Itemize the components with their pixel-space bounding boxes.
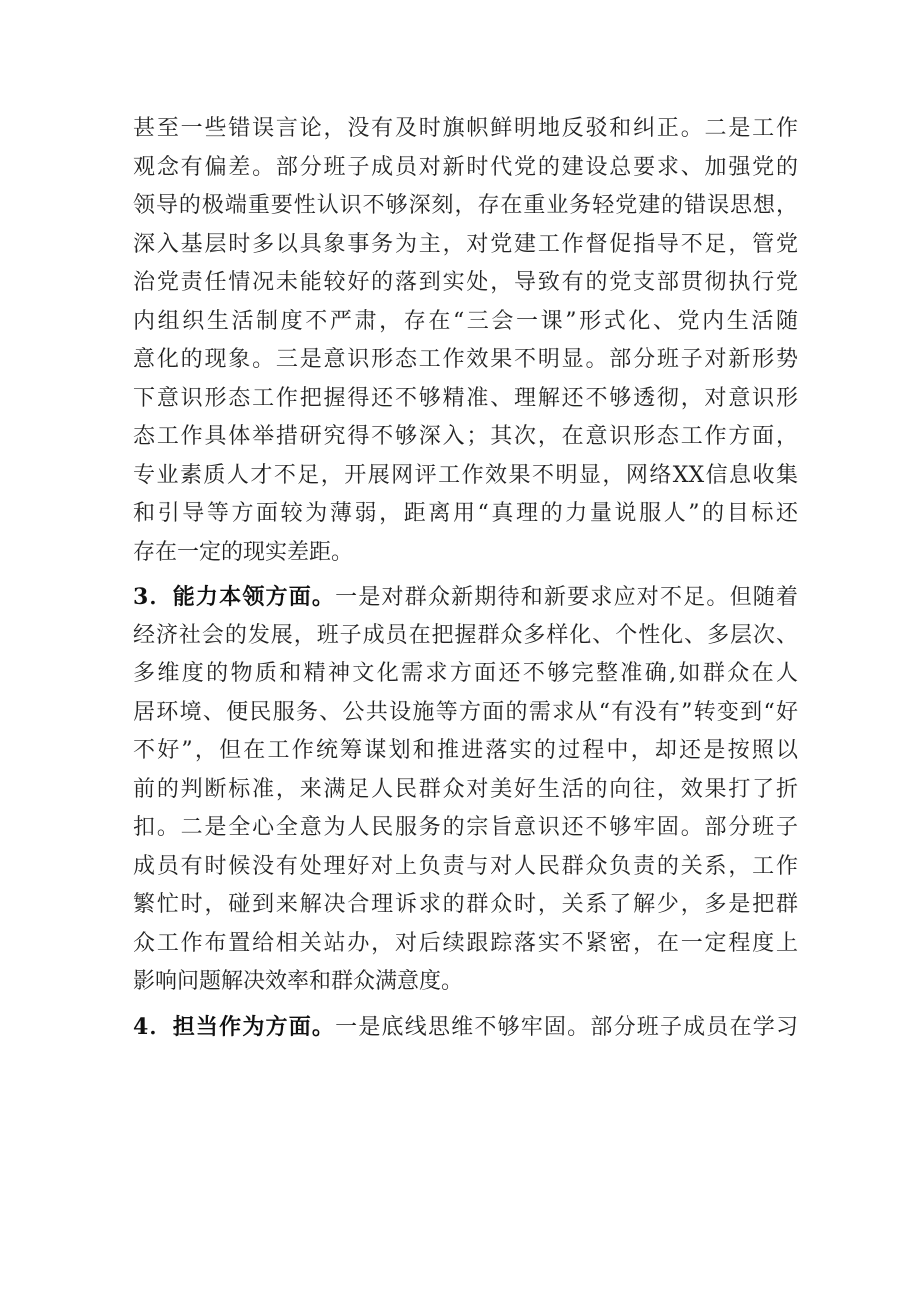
text-line: 成员有时候没有处理好对上负责与对人民群众负责的关系，工作	[133, 853, 798, 879]
text-line: 影响问题解决效率和群众满意度。	[133, 969, 464, 994]
text-line: 众工作布置给相关站办，对后续跟踪落实不紧密，在一定程度上	[133, 930, 798, 956]
text-line: 不好”，但在工作统筹谋划和推进落实的过程中，却还是按照以	[133, 738, 798, 763]
paragraph-first-line	[133, 1008, 798, 1047]
section-heading: 担当作为方面。	[172, 1013, 336, 1040]
text-line: 居环境、便民服务、公共设施等方面的需求从“有没有”转变到“好	[133, 699, 798, 725]
text-line: 经济社会的发展，班子成员在把握群众多样化、个性化、多层次、	[133, 622, 798, 648]
section-heading: 能力本领方面。	[172, 584, 336, 610]
section-number: 3．	[133, 584, 173, 610]
text-line: 和引导等方面较为薄弱，距离用“真理的力量说服人”的目标还	[133, 501, 798, 526]
section-number: 4．	[133, 1013, 173, 1040]
text-line: 繁忙时，碰到来解决合理诉求的群众时，关系了解少，多是把群	[133, 892, 798, 917]
text-line: 深入基层时多以具象事务为主，对党建工作督促指导不足，管党	[133, 231, 798, 257]
paragraph-ideology	[133, 110, 798, 572]
text-line: 前的判断标准，来满足人民群众对美好生活的向往，效果打了折	[133, 776, 798, 802]
paragraph-first-line	[133, 578, 798, 617]
text-line: 存在一定的现实差距。	[133, 539, 354, 565]
text-line: 专业素质人才不足，开展网评工作效果不明显，网络XX信息收集	[133, 462, 798, 488]
text-run: 一是底线思维不够牢固。部分班子成员在学习	[335, 1014, 798, 1040]
text-line: 甚至一些错误言论，没有及时旗帜鲜明地反驳和纠正。二是工作	[133, 116, 798, 141]
text-line: 领导的极端重要性认识不够深刻，存在重业务轻党建的错误思想，	[133, 193, 798, 218]
document-body	[133, 110, 798, 1046]
text-line: 下意识形态工作把握得还不够精准、理解还不够透彻，对意识形	[133, 385, 798, 411]
text-line: 扣。二是全心全意为人民服务的宗旨意识还不够牢固。部分班子	[133, 815, 798, 840]
text-line: 意化的现象。三是意识形态工作效果不明显。部分班子对新形势	[133, 347, 798, 372]
text-run: 一是对群众新期待和新要求应对不足。但随着	[335, 585, 798, 610]
text-line: 多维度的物质和精神文化需求方面还不够完整准确,如群众在人	[133, 661, 798, 686]
text-line: 治党责任情况未能较好的落到实处，导致有的党支部贯彻执行党	[133, 270, 798, 295]
text-line: 内组织生活制度不严肃，存在“三会一课”形式化、党内生活随	[133, 308, 798, 334]
text-line: 态工作具体举措研究得不够深入；其次，在意识形态工作方面，	[133, 424, 798, 449]
paragraph-ability	[133, 578, 798, 1002]
paragraph-responsibility	[133, 1008, 798, 1047]
text-line: 观念有偏差。部分班子成员对新时代党的建设总要求、加强党的	[133, 154, 798, 180]
